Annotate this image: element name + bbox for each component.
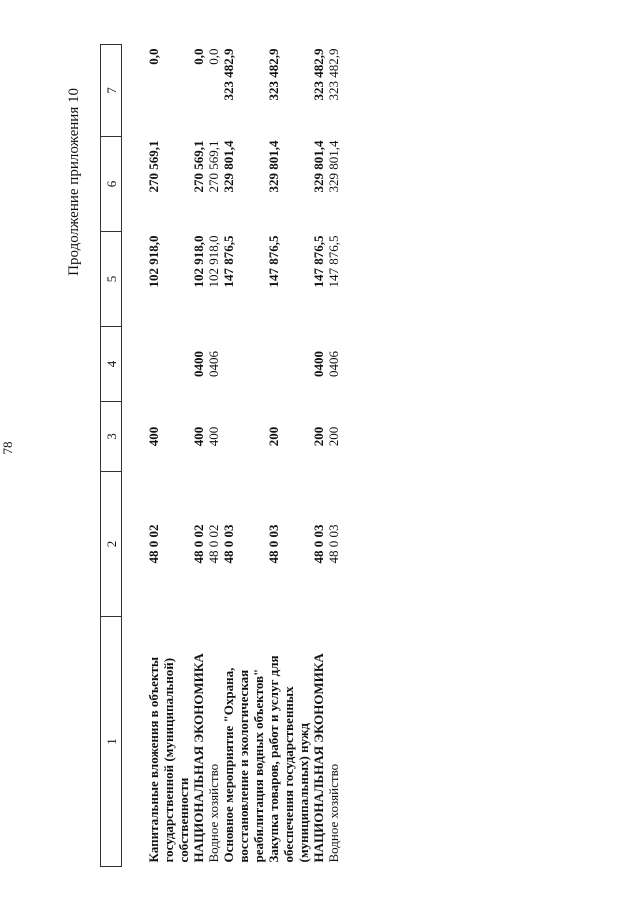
row-value-col5: 147 876,5 <box>266 235 281 288</box>
table-row <box>221 45 266 867</box>
row-target-code: 48 0 03 <box>311 524 326 564</box>
row-value-col6: 270 569,1 <box>206 140 221 193</box>
row-section-code <box>221 327 266 402</box>
row-value-col7: 0,0 <box>206 48 221 65</box>
row-value-col6: 270 569,1 <box>146 140 161 193</box>
row-value-col7: 323 482,9 <box>266 48 281 101</box>
row-value-col5: 102 918,0 <box>191 235 206 288</box>
table-row <box>311 45 326 867</box>
row-target-code: 48 0 03 <box>266 524 281 564</box>
row-expense-type: 400 <box>146 426 161 447</box>
page-number: 78 <box>0 441 15 455</box>
row-value-col5: 102 918,0 <box>206 235 221 288</box>
row-value-col5: 147 876,5 <box>221 235 236 288</box>
row-value-col6: 329 801,4 <box>326 140 341 193</box>
row-name: Капитальные вложения в объекты государственной (муниципальной) собственности <box>146 657 191 863</box>
header-col-7: 7 <box>101 45 122 137</box>
row-target-code: 48 0 02 <box>206 524 221 564</box>
row-expense-type: 200 <box>266 426 281 447</box>
row-value-col6: 270 569,1 <box>191 140 206 193</box>
row-expense-type <box>221 402 266 472</box>
header-col-4: 4 <box>101 327 122 402</box>
row-section-code: 0400 <box>191 351 206 377</box>
row-target-code: 48 0 03 <box>221 524 236 564</box>
row-value-col7: 323 482,9 <box>326 48 341 101</box>
continuation-title: Продолжение приложения 10 <box>66 88 82 276</box>
header-col-6: 6 <box>101 137 122 232</box>
row-value-col7: 323 482,9 <box>311 48 326 101</box>
header-col-3: 3 <box>101 402 122 472</box>
row-name: Водное хозяйство <box>326 763 341 863</box>
row-section-code: 0406 <box>206 351 221 377</box>
header-col-1: 1 <box>101 617 122 867</box>
row-name: Основное мероприятие "Охрана, восстановление и экологическая реабилитация водных объектов" <box>221 667 266 863</box>
row-name: НАЦИОНАЛЬНАЯ ЭКОНОМИКА <box>191 653 206 863</box>
row-expense-type: 400 <box>206 426 221 447</box>
row-value-col6: 329 801,4 <box>311 140 326 193</box>
header-col-2: 2 <box>101 472 122 617</box>
row-expense-type: 200 <box>311 426 326 447</box>
table-row <box>206 45 221 867</box>
row-target-code: 48 0 02 <box>191 524 206 564</box>
table-row <box>326 45 341 867</box>
row-target-code: 48 0 02 <box>146 524 161 564</box>
row-section-code: 0406 <box>326 351 341 377</box>
row-expense-type: 400 <box>191 426 206 447</box>
row-target-code: 48 0 03 <box>326 524 341 564</box>
table-row <box>191 45 206 867</box>
row-value-col5: 102 918,0 <box>146 235 161 288</box>
table-header-row <box>101 45 122 867</box>
table-row <box>122 45 192 867</box>
table-row <box>266 45 311 867</box>
row-value-col6: 329 801,4 <box>221 140 236 193</box>
row-expense-type: 200 <box>326 426 341 447</box>
row-value-col7: 0,0 <box>191 48 206 65</box>
row-name: НАЦИОНАЛЬНАЯ ЭКОНОМИКА <box>311 653 326 863</box>
row-value-col5: 147 876,5 <box>311 235 326 288</box>
row-section-code <box>266 327 311 402</box>
row-value-col5: 147 876,5 <box>326 235 341 288</box>
row-section-code <box>122 327 192 402</box>
row-value-col7: 0,0 <box>146 48 161 65</box>
row-value-col6: 329 801,4 <box>266 140 281 193</box>
row-value-col7: 323 482,9 <box>221 48 236 101</box>
row-name: Водное хозяйство <box>206 763 221 863</box>
row-name: Закупка товаров, работ и услуг для обеспечения государственных (муниципальных) нужд <box>266 655 311 863</box>
budget-table <box>100 44 341 867</box>
row-section-code: 0400 <box>311 351 326 377</box>
header-col-5: 5 <box>101 232 122 327</box>
table-body <box>122 45 342 867</box>
